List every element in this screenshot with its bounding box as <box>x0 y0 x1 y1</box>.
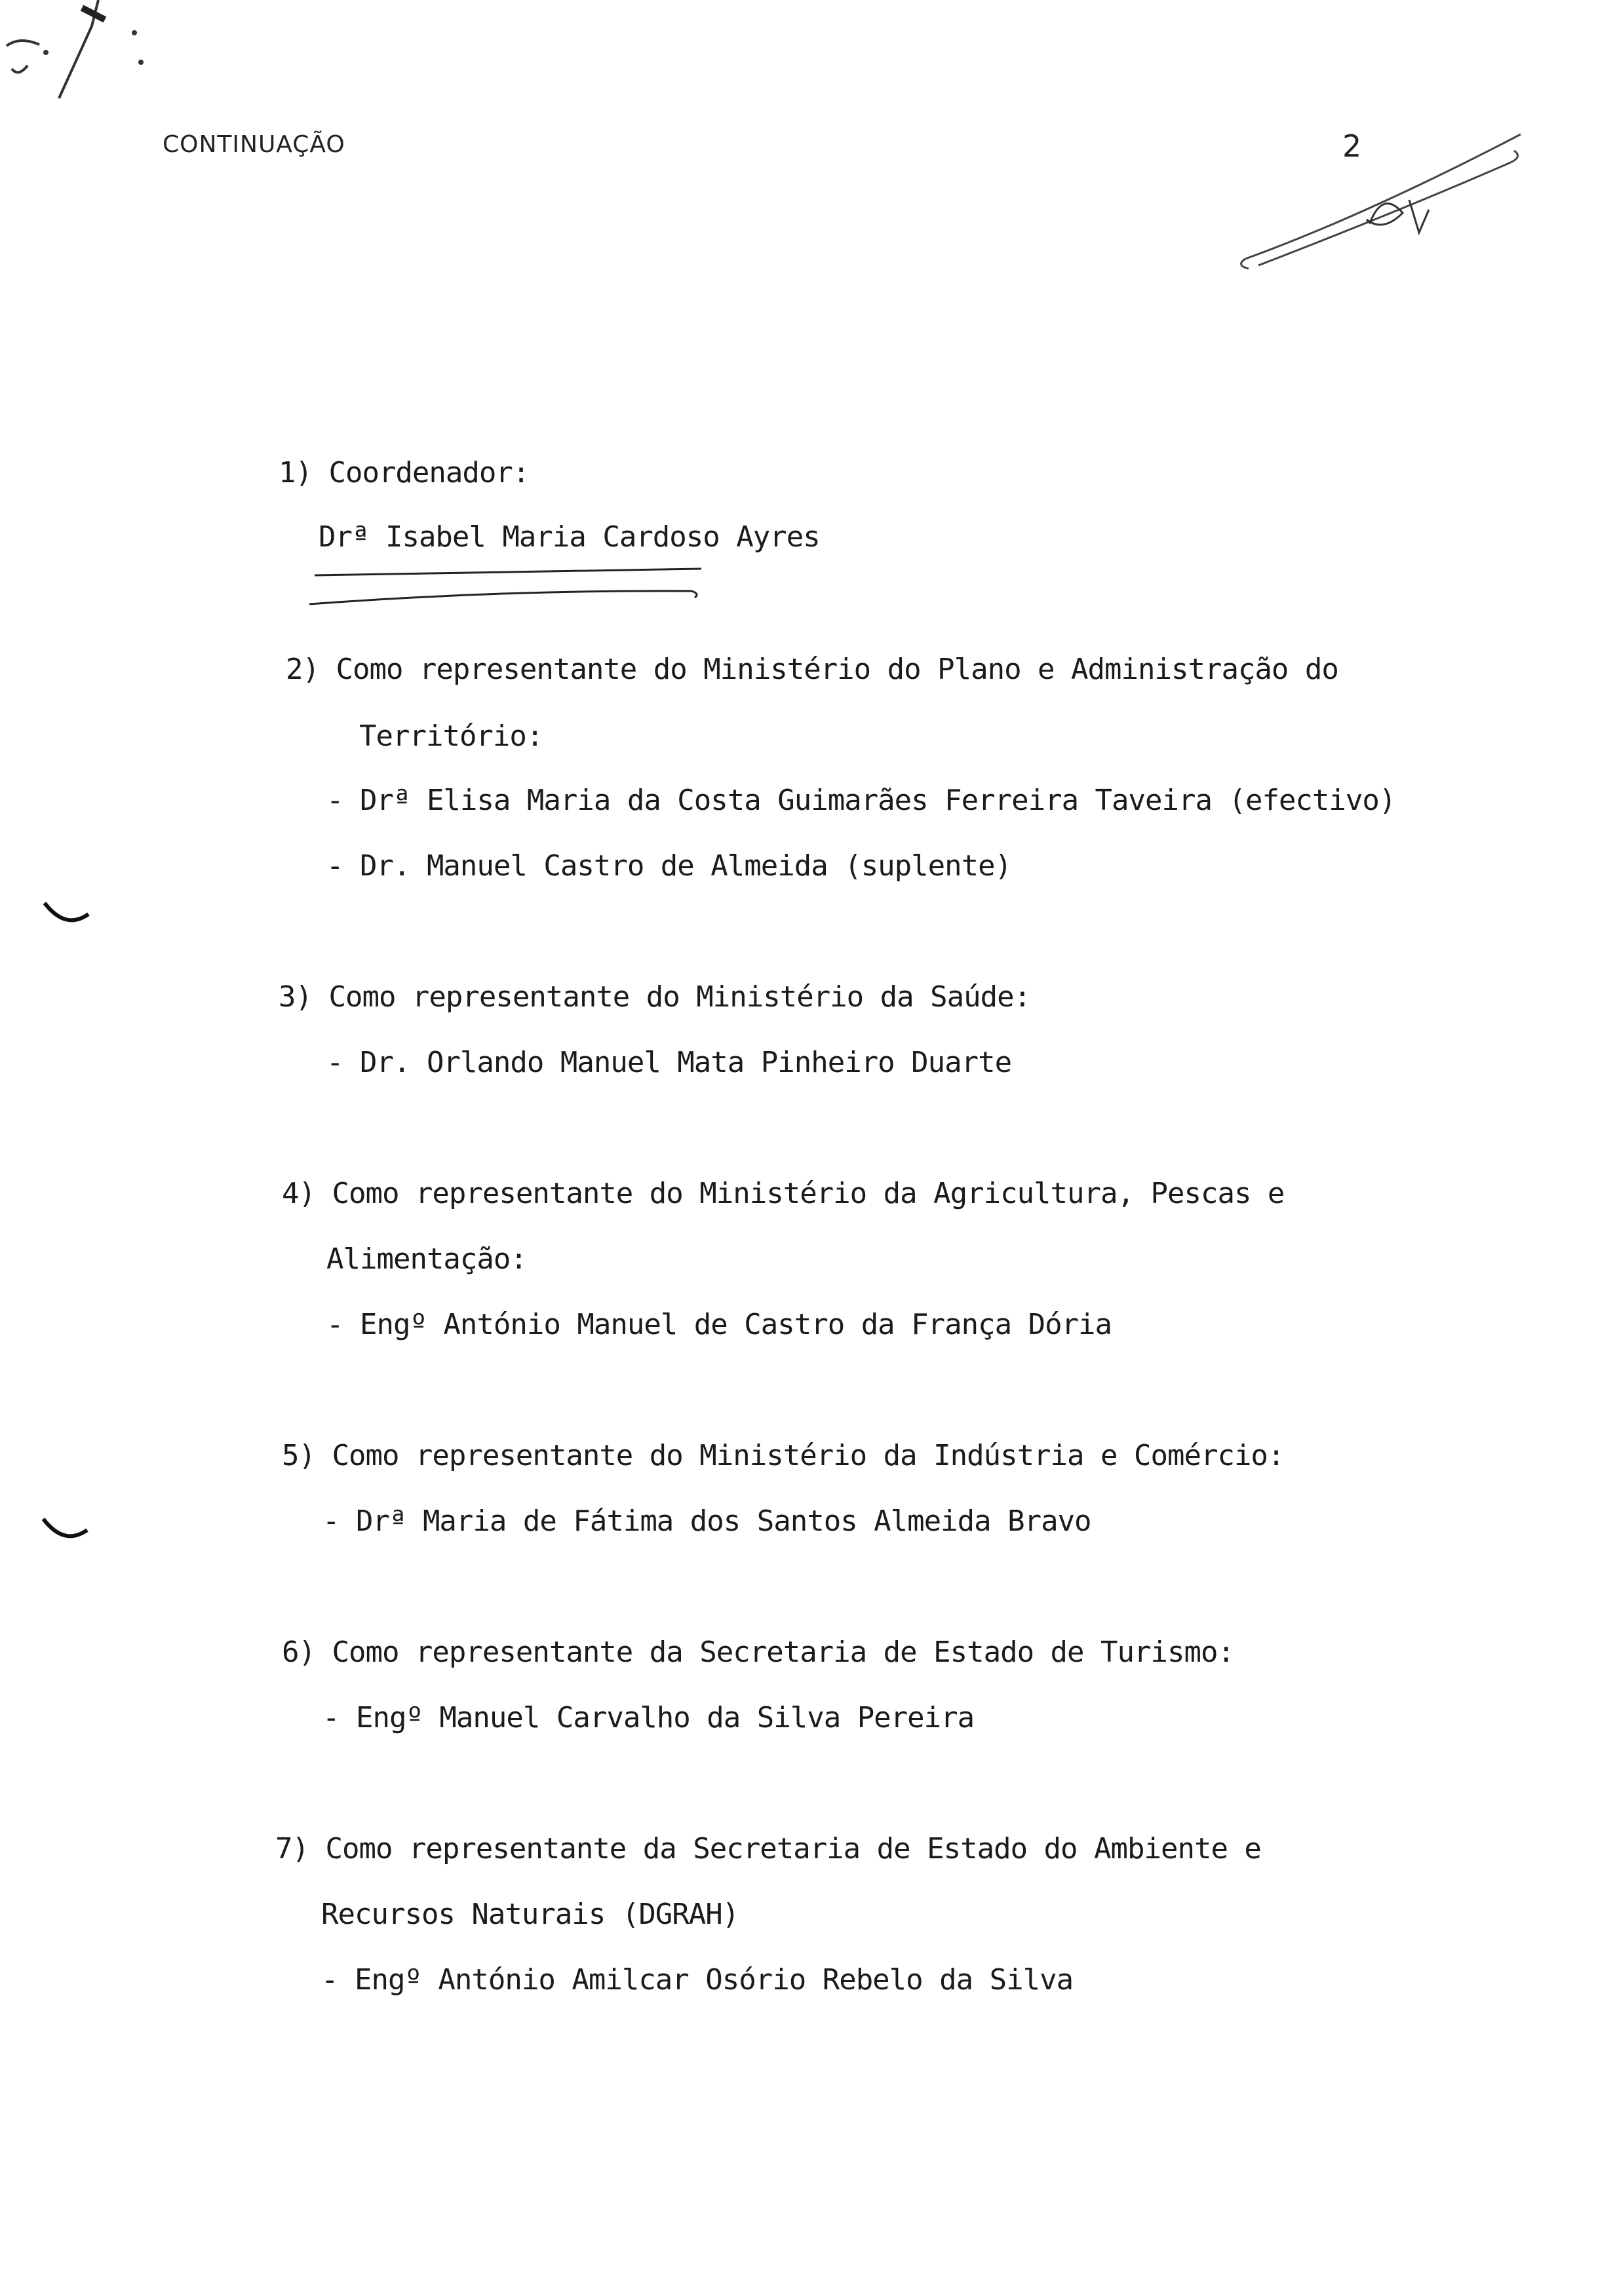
item-4-heading: 4) Como representante do Ministério da Agricultura, Pescas e <box>282 1177 1285 1210</box>
item-7-heading-cont: Recursos Naturais (DGRAH) <box>321 1898 739 1931</box>
item-6-member: - Engº Manuel Carvalho da Silva Pereira <box>322 1701 975 1734</box>
item-7-heading: 7) Como representante da Secretaria de Estado do Ambiente e <box>275 1832 1261 1866</box>
item-2-heading: 2) Como representante do Ministério do Plano e Administração do <box>286 653 1338 686</box>
item-2-member-2: - Dr. Manuel Castro de Almeida (suplente) <box>326 849 1012 883</box>
item-5-member: - Drª Maria de Fátima dos Santos Almeida Bravo <box>322 1504 1091 1538</box>
underline-mark <box>308 564 714 616</box>
item-4-heading-cont: Alimentação: <box>326 1242 527 1276</box>
item-2-member-1: - Drª Elisa Maria da Costa Guimarães Ferreira Taveira (efectivo) <box>326 784 1396 817</box>
item-2-heading-cont: Território: <box>359 719 543 753</box>
item-1-member: Drª Isabel Maria Cardoso Ayres <box>319 520 820 554</box>
corner-scribble-mark <box>0 0 170 131</box>
initials-signature <box>1232 118 1534 275</box>
item-3-member: - Dr. Orlando Manuel Mata Pinheiro Duarte <box>326 1046 1012 1079</box>
page-number: 2 <box>1342 128 1362 164</box>
item-6-heading: 6) Como representante da Secretaria de Estado de Turismo: <box>282 1636 1234 1669</box>
item-3-heading: 3) Como representante do Ministério da Saúde: <box>279 980 1031 1014</box>
item-5-heading: 5) Como representante do Ministério da Indústria e Comércio: <box>282 1439 1285 1472</box>
item-1-heading: 1) Coordenador: <box>279 456 530 489</box>
item-4-member: - Engº António Manuel de Castro da França Dória <box>326 1308 1112 1341</box>
continuation-label: CONTINUAÇÃO <box>163 131 345 158</box>
punch-hole-mark <box>39 898 98 937</box>
item-7-member: - Engº António Amilcar Osório Rebelo da Silva <box>321 1963 1074 1997</box>
punch-hole-mark <box>38 1514 97 1553</box>
